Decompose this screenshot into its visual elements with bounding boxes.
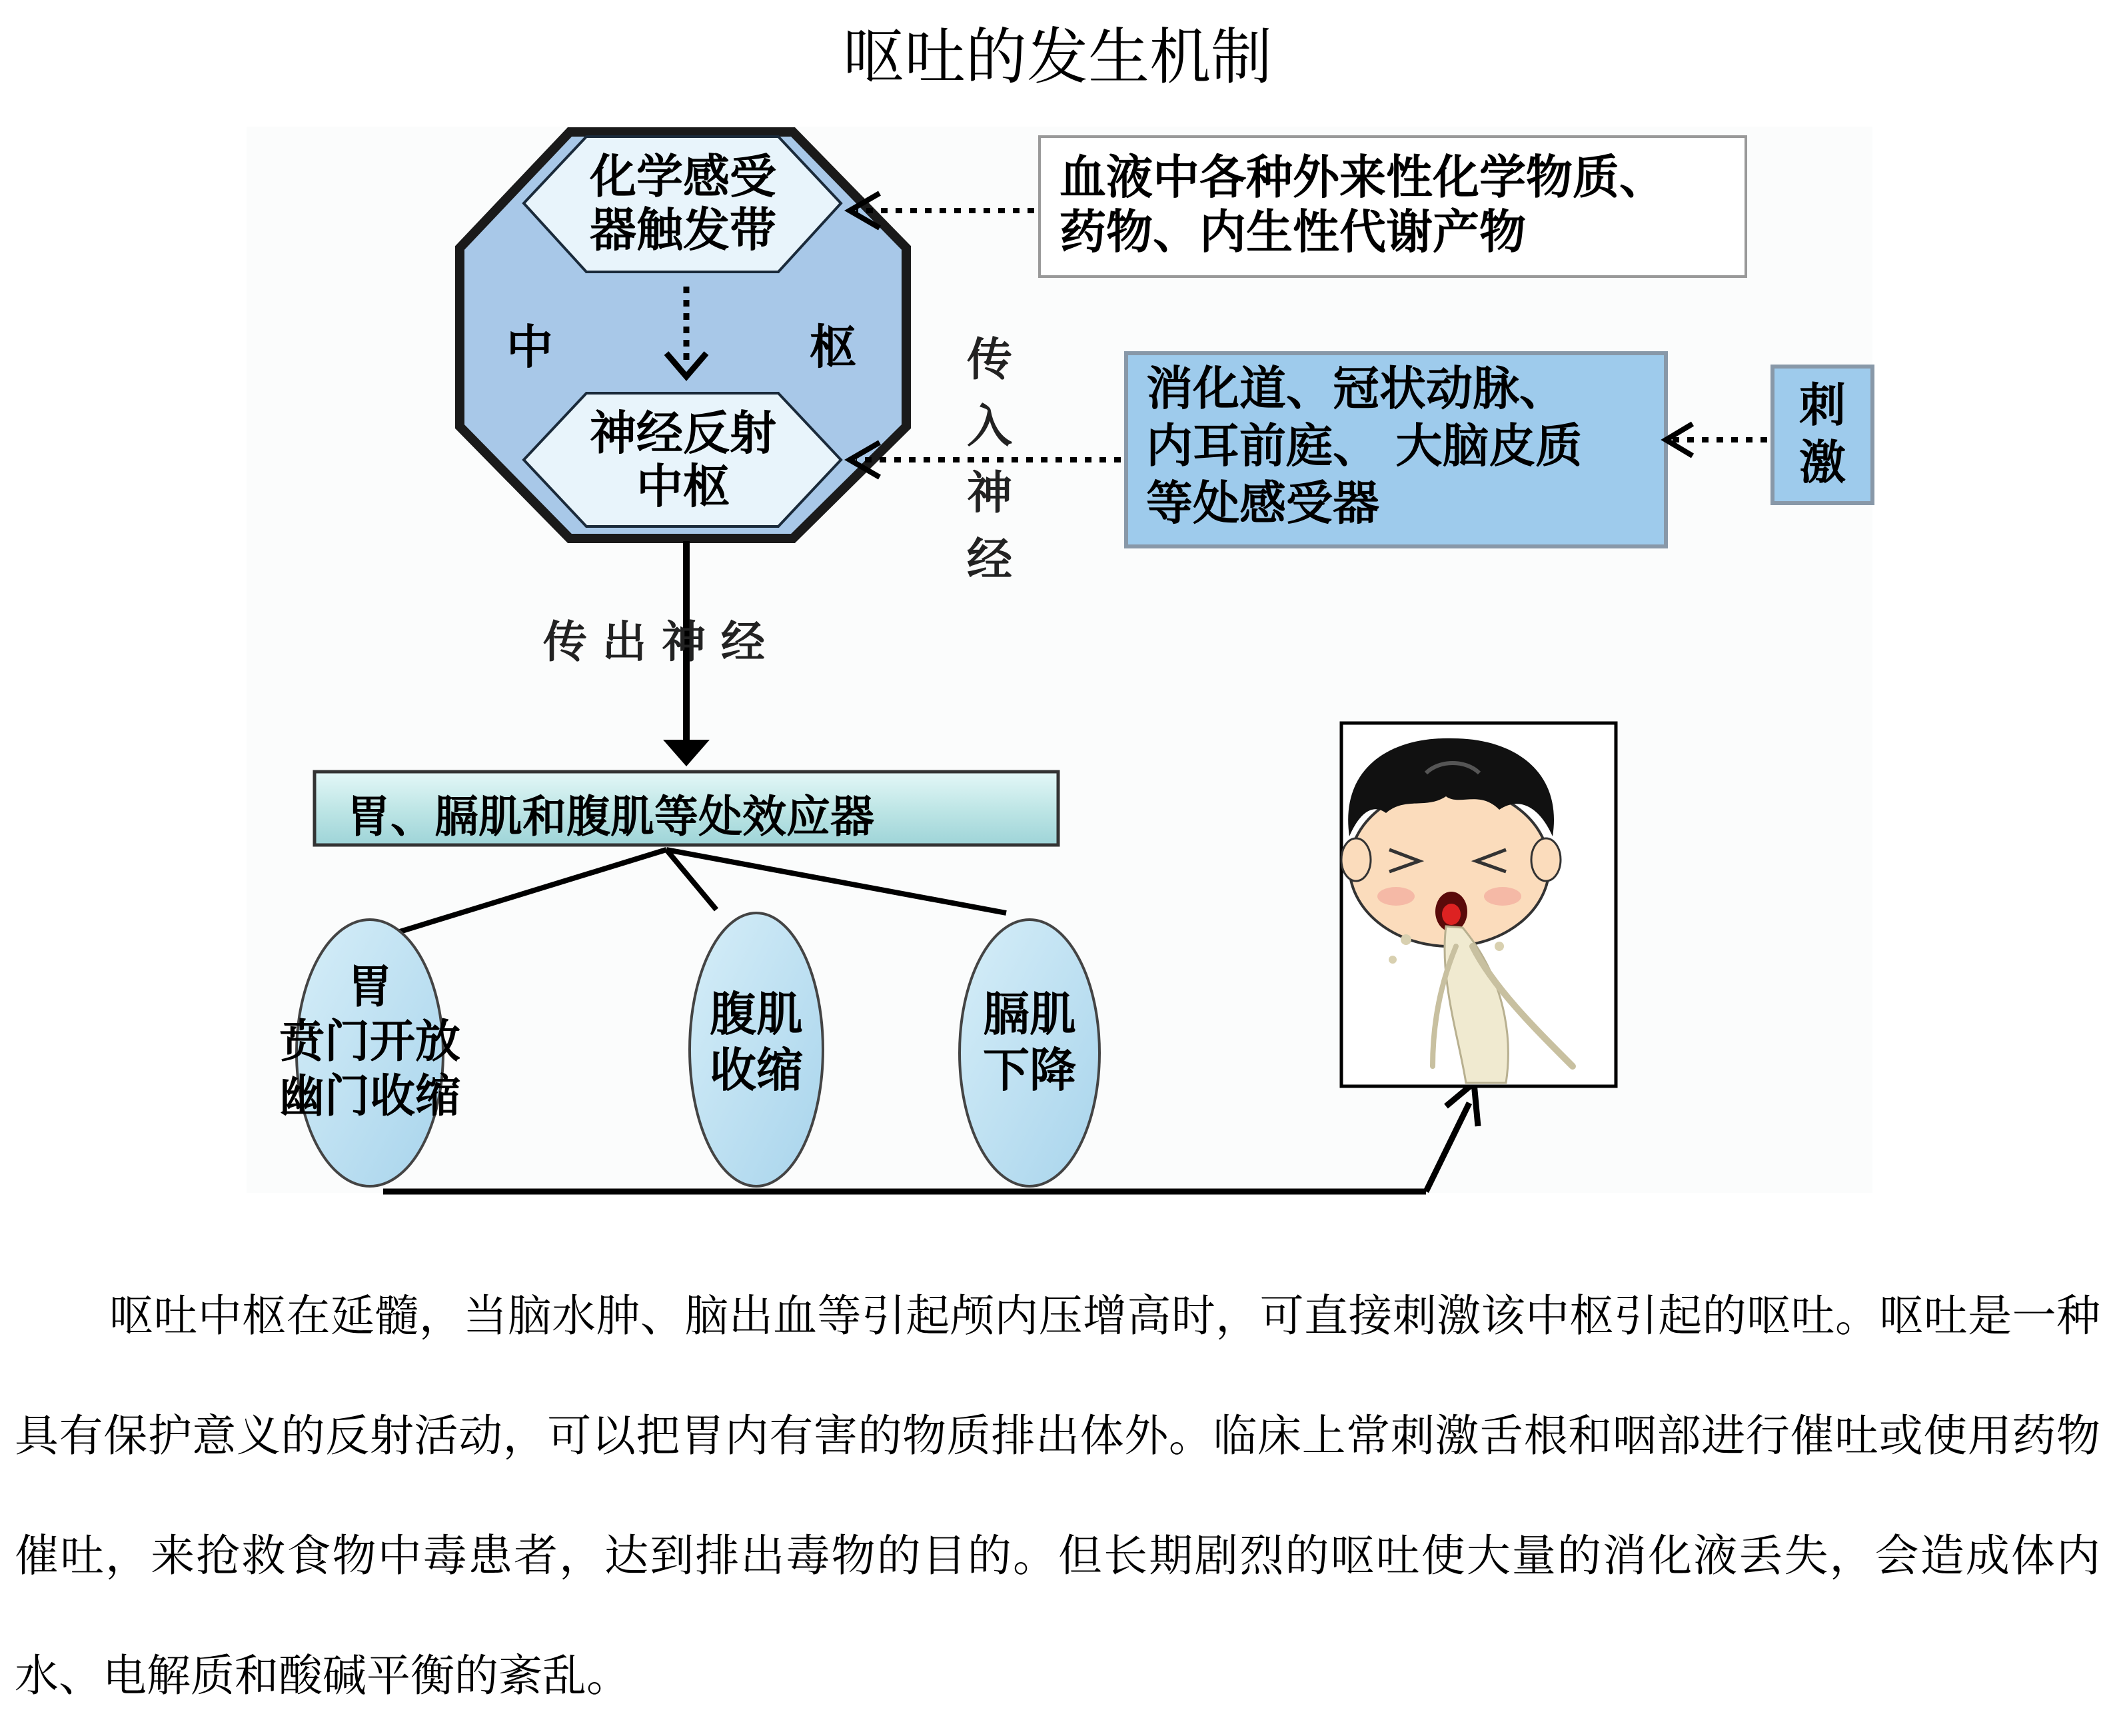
stimulus-line1: 刺 [1799,377,1846,433]
center-right-char: 枢 [810,319,856,375]
afferent-char-2: 入 [966,400,1012,453]
description-paragraph: 呕吐中枢在延髓，当脑水肿、脑出血等引起颅内压增高时，可直接刺激该中枢引起的呕吐。呕吐是一种具有保护意义的反射活动，可以把胃内有害的物质排出体外。临床上常刺激舌根和咽部进行催吐或使用药物催吐，来抢救食物中毒患者，达到排出毒物的目的。但长期剧烈的呕吐使大量的消化液丢失，会造成体内水、电解质和酸碱平衡的紊乱。 [15,1290,2100,1701]
page-title: 呕吐的发生机制 [842,21,1272,93]
stomach-label [263,960,476,1124]
afferent-char-3: 神 [966,466,1012,520]
chemical-source-label [1059,150,1666,259]
diaphragm-line2: 下降 [983,1042,1076,1098]
abdominal-label [690,986,823,1098]
stomach-line2: 贲门开放 [279,1015,460,1068]
chemical-source-line1: 血液中各种外来性化学物质、 [1059,149,1666,205]
stomach-line3: 幽门收缩 [279,1070,460,1123]
chemical-source-line2: 药物、内生性代谢产物 [1059,204,1526,259]
reflex-label-line1: 神经反射 [590,405,776,460]
afferent-char-1: 传 [966,333,1012,387]
ctz-label-line1: 化学感受 [590,149,776,204]
stimulus-line2: 激 [1799,434,1846,490]
ctz-label-line2: 器触发带 [590,202,776,257]
ctz-label [533,150,833,257]
reflex-center-label [533,407,833,513]
center-left-char: 中 [506,319,553,375]
afferent-nerve-label [960,327,1020,593]
abdominal-line2: 收缩 [710,1042,803,1098]
afferent-char-4: 经 [966,533,1012,586]
diaphragm-label [963,986,1096,1098]
receptor-line1: 消化道、冠状动脉、 [1146,361,1566,416]
diaphragm-line1: 膈肌 [983,986,1076,1042]
abdominal-line1: 腹肌 [710,986,803,1042]
stimulus-label [1772,377,1872,491]
efferent-nerve-label: 传 出 神 经 [543,616,765,668]
reflex-label-line2: 中枢 [636,458,730,514]
receptor-line2: 内耳前庭、 大脑皮质 [1146,418,1583,473]
effector-label: 胃、膈肌和腹肌等处效应器 [347,790,874,842]
receptor-line3: 等处感受器 [1146,475,1379,530]
receptor-label [1146,360,1582,532]
vomiting-cartoon-image [1341,723,1616,1086]
stomach-line1: 胃 [347,960,392,1014]
